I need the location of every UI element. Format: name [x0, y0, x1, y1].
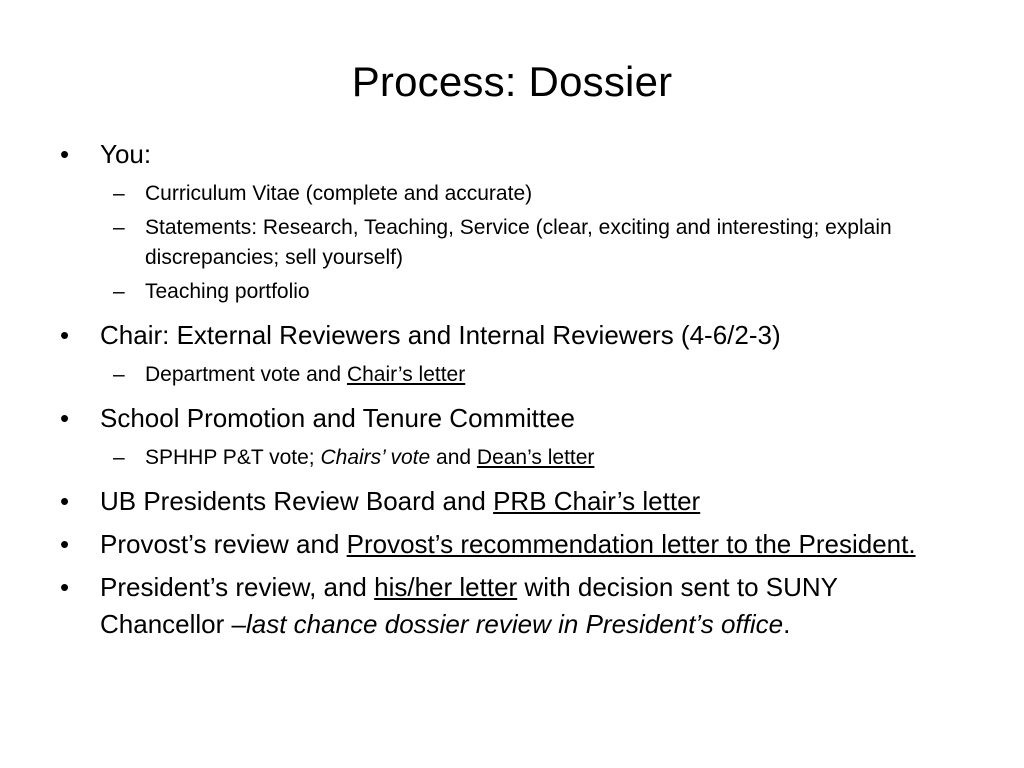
sub-bullet-prefix: Department vote and — [145, 363, 347, 386]
bullet-dot-icon: • — [60, 572, 70, 602]
president-letter-link: his/her letter — [374, 572, 518, 602]
sub-bullet-prefix: SPHHP P&T vote; — [145, 446, 321, 469]
sub-bullet-text: Teaching portfolio — [145, 280, 310, 303]
sub-bullet-text: Statements: Research, Teaching, Service (clear, exciting and interesting; explain discrepancies; sell yourself) — [145, 216, 892, 269]
bullet-item — [60, 569, 960, 643]
bullet-prefix: Provost’s review and — [100, 529, 347, 559]
deans-letter-link: Dean’s letter — [476, 446, 595, 469]
bullet-dot-icon: • — [60, 529, 70, 559]
bullet-suffix: . — [783, 609, 791, 639]
sub-bullet-item — [60, 277, 960, 307]
bullet-text — [100, 526, 960, 563]
dash-icon: – — [113, 216, 125, 239]
bullet-item — [60, 526, 960, 563]
bullet-dot-icon: • — [60, 139, 70, 169]
last-chance-emphasis: last chance dossier review in President’s office — [245, 609, 784, 639]
bullet-item — [60, 317, 960, 354]
bullet-prefix: UB Presidents Review Board and — [100, 486, 494, 516]
bullet-text: You: — [100, 139, 152, 169]
bullet-text: School Promotion and Tenure Committee — [100, 403, 575, 433]
sub-bullet-item — [60, 360, 960, 390]
provost-letter-link: Provost’s recommendation letter to the President. — [346, 529, 916, 559]
dash-icon: – — [113, 280, 125, 303]
sub-bullet-middle: and — [430, 446, 477, 469]
sub-bullet-text — [145, 363, 465, 386]
bullet-item — [60, 483, 960, 520]
bullet-item — [60, 136, 960, 173]
sub-bullet-item — [60, 179, 960, 209]
bullet-prefix: President’s review, and — [100, 572, 375, 602]
bullet-middle: with decision sent to SUNY Chancellor – — [100, 572, 838, 639]
sub-bullet-item — [60, 213, 960, 273]
slide-body — [60, 136, 960, 649]
dash-icon: – — [113, 363, 125, 386]
bullet-text — [100, 569, 960, 643]
sub-bullet-text — [145, 446, 594, 469]
sub-bullet-item — [60, 443, 960, 473]
dash-icon: – — [113, 446, 125, 469]
slide-title: Process: Dossier — [351, 58, 673, 105]
prb-chair-letter-link: PRB Chair’s letter — [493, 486, 701, 516]
bullet-dot-icon: • — [60, 403, 70, 433]
bullet-dot-icon: • — [60, 486, 70, 516]
bullet-text — [100, 483, 960, 520]
bullet-text: Chair: External Reviewers and Internal Reviewers (4-6/2-3) — [100, 320, 781, 350]
sub-bullet-text: Curriculum Vitae (complete and accurate) — [145, 182, 533, 205]
bullet-dot-icon: • — [60, 320, 70, 350]
dash-icon: – — [113, 182, 125, 205]
chairs-vote-emphasis: Chairs’ vote — [320, 446, 431, 469]
chair-letter-link: Chair’s letter — [346, 363, 466, 386]
bullet-item — [60, 400, 960, 437]
